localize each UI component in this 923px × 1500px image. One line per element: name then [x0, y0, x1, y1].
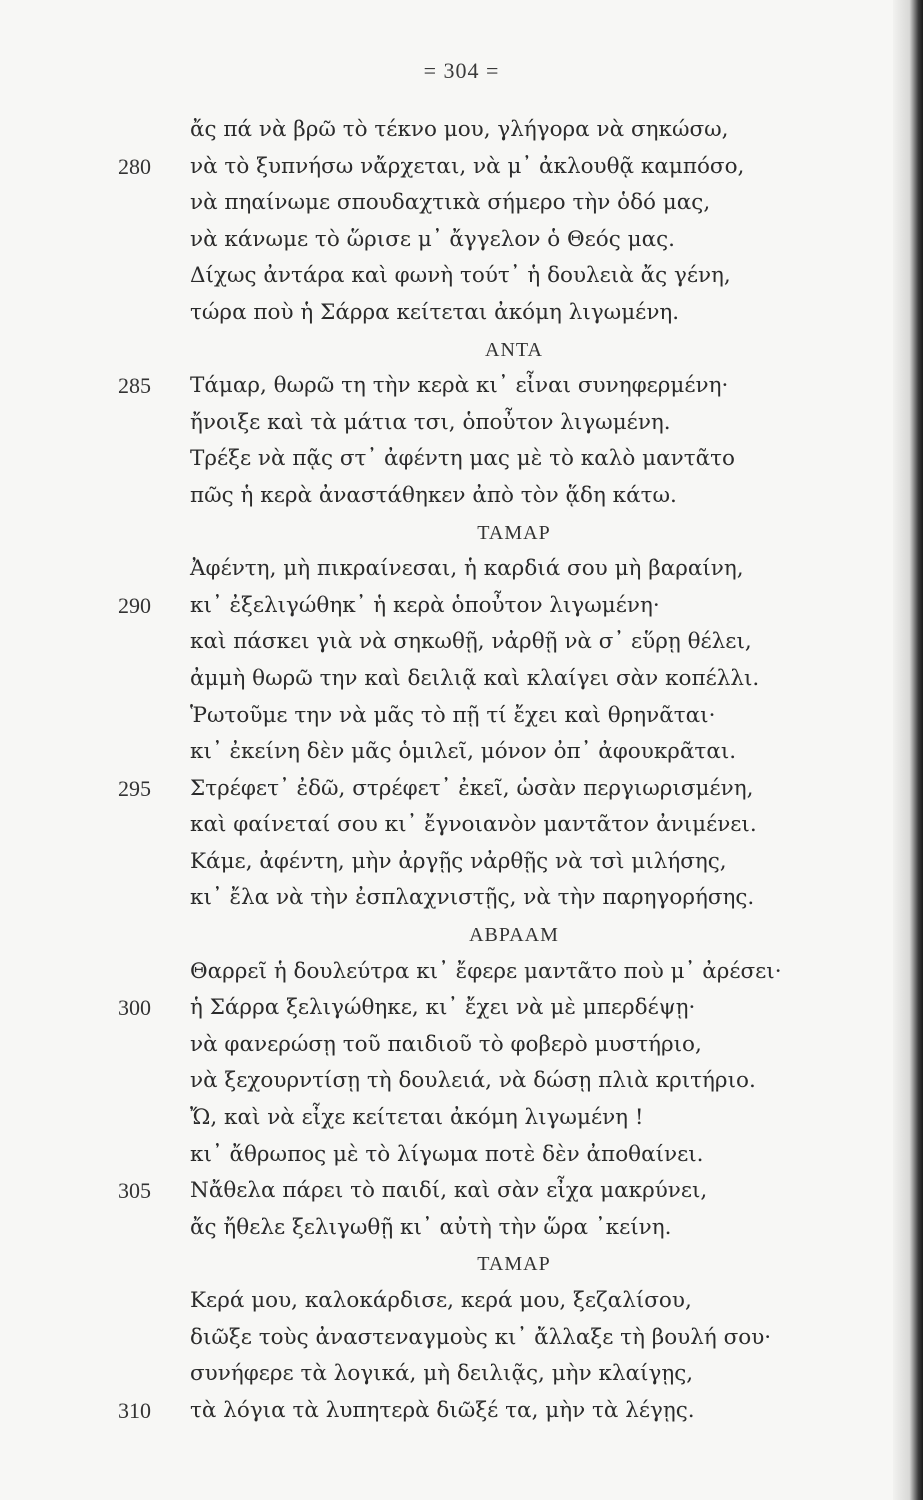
page-number: = 304 =: [423, 58, 500, 83]
verse-text: ἀμμὴ θωρῶ την καὶ δειλιᾷ καὶ κλαίγει σὰν κοπέλλι.: [190, 665, 760, 691]
verse-line: [118, 1063, 838, 1100]
speaker-name: ΑΒΡΑΑΜ: [469, 924, 559, 947]
verse-line: [118, 807, 838, 844]
verse-text: νὰ φανερώσῃ τοῦ παιδιοῦ τὸ φοβερὸ μυστήριο,: [190, 1031, 702, 1057]
verse-text: Δίχως ἀντάρα καὶ φωνὴ τούτ᾽ ἡ δουλειὰ ἄς γένη,: [190, 263, 731, 289]
verse-line: [118, 844, 838, 881]
verse-text: νὰ τὸ ξυπνήσω νἄρχεται, νὰ μ᾽ ἀκλουθᾷ καμπόσο,: [190, 153, 745, 179]
verse-line: [118, 368, 838, 405]
verse-text: Ῥωτοῦμε την νὰ μᾶς τὸ πῇ τί ἔχει καὶ θρηνᾶται·: [190, 702, 716, 728]
verse-line: [118, 734, 838, 771]
verse-line: [118, 1100, 838, 1137]
verse-line: [118, 1210, 838, 1247]
verse-text: ἄς ἤθελε ξελιγωθῇ κι᾽ αὐτὴ τὴν ὥρα ᾽κείνη.: [190, 1214, 672, 1240]
verse-line: [118, 990, 838, 1027]
verse-text: Τρέξε νὰ πᾷς στ᾽ ἀφέντη μας μὲ τὸ καλὸ μαντᾶτο: [190, 446, 735, 472]
verse-line: [118, 295, 838, 332]
verse-text: καὶ φαίνεταί σου κι᾽ ἔγνοιανὸν μαντᾶτον ἀνιμένει.: [190, 812, 757, 838]
verse-text: ἡ Σάρρα ξελιγώθηκε, κι᾽ ἔχει νὰ μὲ μπερδέψῃ·: [190, 995, 696, 1021]
verse-line: [118, 149, 838, 186]
page-edge-shadow: [893, 0, 923, 1500]
line-number: 295: [118, 775, 151, 801]
verse-line: [118, 551, 838, 588]
verse-line: [118, 478, 838, 515]
verse-text: Τάμαρ, θωρῶ τη τὴν κερὰ κι᾽ εἶναι συνηφερμένη·: [190, 373, 729, 399]
line-number: 300: [118, 995, 151, 1021]
verse-text: ἤνοιξε καὶ τὰ μάτια τσι, ὁποὖτον λιγωμένη.: [190, 409, 671, 435]
verse-line: [118, 661, 838, 698]
verse-line: [118, 1393, 838, 1430]
speaker-name: ΤΑΜΑΡ: [477, 521, 551, 544]
line-number: 280: [118, 153, 151, 179]
verse-line: [118, 112, 838, 149]
verse-text: κι᾽ ἐκείνη δὲν μᾶς ὁμιλεῖ, μόνον ὀπ᾽ ἀφουκρᾶται.: [190, 739, 737, 765]
verse-line: [118, 954, 838, 991]
verse-line: [118, 1173, 838, 1210]
line-number: 290: [118, 592, 151, 618]
line-number: 305: [118, 1178, 151, 1204]
verse-line: [118, 624, 838, 661]
verse-text: πῶς ἡ κερὰ ἀναστάθηκεν ἀπὸ τὸν ᾅδη κάτω.: [190, 482, 677, 508]
verse-line: [118, 880, 838, 917]
verse-text: καὶ πάσκει γιὰ νὰ σηκωθῇ, νἀρθῇ νὰ σ᾽ εὕρῃ θέλει,: [190, 629, 752, 655]
verse-text: κι᾽ ἐξελιγώθηκ᾽ ἡ κερὰ ὁποὖτον λιγωμένη·: [190, 592, 660, 618]
verse-text: κι᾽ ἄθρωπος μὲ τὸ λίγωμα ποτὲ δὲν ἀποθαίνει.: [190, 1141, 704, 1167]
speaker-name: ΤΑΜΑΡ: [477, 1253, 551, 1276]
verse-text: Στρέφετ᾽ ἐδῶ, στρέφετ᾽ ἐκεῖ, ὡσὰν περγιωρισμένη,: [190, 775, 754, 801]
verse-line: [118, 1356, 838, 1393]
verse-text: Κάμε, ἀφέντη, μὴν ἀργῇς νἀρθῇς νὰ τσὶ μιλήσης,: [190, 848, 727, 874]
verse-text: Νἄθελα πάρει τὸ παιδί, καὶ σὰν εἶχα μακρύνει,: [190, 1178, 708, 1204]
verse-text: νὰ πηαίνωμε σπουδαχτικὰ σήμερο τὴν ὁδό μας,: [190, 190, 711, 216]
verse-line: [118, 185, 838, 222]
verse-text: τώρα ποὺ ἡ Σάρρα κείτεται ἀκόμη λιγωμένη.: [190, 299, 680, 325]
verse-line: [118, 1027, 838, 1064]
verse-line: [118, 698, 838, 735]
speaker-name: ΑΝΤΑ: [485, 338, 543, 361]
verse-text: διῶξε τοὺς ἀναστεναγμοὺς κι᾽ ἄλλαξε τὴ βουλή σου·: [190, 1324, 772, 1350]
verse-line: [118, 1283, 838, 1320]
verse-text: Κερά μου, καλοκάρδισε, κερά μου, ξεζαλίσου,: [190, 1288, 692, 1313]
verse-text: Ὤ, καὶ νὰ εἶχε κείτεται ἀκόμη λιγωμένη !: [190, 1105, 644, 1131]
verse-line: [118, 1137, 838, 1174]
verse-text: νὰ ξεχουρντίσῃ τὴ δουλειά, νὰ δώσῃ πλιὰ κριτήριο.: [190, 1068, 756, 1094]
verse-text: ἄς πά νὰ βρῶ τὸ τέκνο μου, γλήγορα νὰ σηκώσω,: [190, 117, 729, 142]
verse-text: συνήφερε τὰ λογικά, μὴ δειλιᾷς, μὴν κλαίγῃς,: [190, 1361, 694, 1387]
verse-line: [118, 405, 838, 442]
line-number: 310: [118, 1397, 151, 1423]
verse-text: Θαρρεῖ ἡ δουλεύτρα κι᾽ ἔφερε μαντᾶτο ποὺ μ᾽ ἀρέσει·: [190, 958, 782, 984]
line-number: 285: [118, 373, 151, 399]
poem-text: [118, 112, 838, 1429]
verse-line: [118, 1320, 838, 1357]
verse-line: [118, 441, 838, 478]
verse-line: [118, 588, 838, 625]
verse-text: κι᾽ ἔλα νὰ τὴν ἐσπλαχνιστῇς, νὰ τὴν παρηγορήσης.: [190, 885, 755, 911]
verse-text: νὰ κάνωμε τὸ ὥρισε μ᾽ ἄγγελον ὁ Θεός μας.: [190, 226, 675, 252]
verse-text: Ἀφέντη, μὴ πικραίνεσαι, ἡ καρδιά σου μὴ βαραίνη,: [190, 556, 744, 582]
verse-line: [118, 222, 838, 259]
verse-line: [118, 771, 838, 808]
verse-line: [118, 258, 838, 295]
verse-text: τὰ λόγια τὰ λυπητερὰ διῶξέ τα, μὴν τὰ λέγῃς.: [190, 1397, 695, 1423]
